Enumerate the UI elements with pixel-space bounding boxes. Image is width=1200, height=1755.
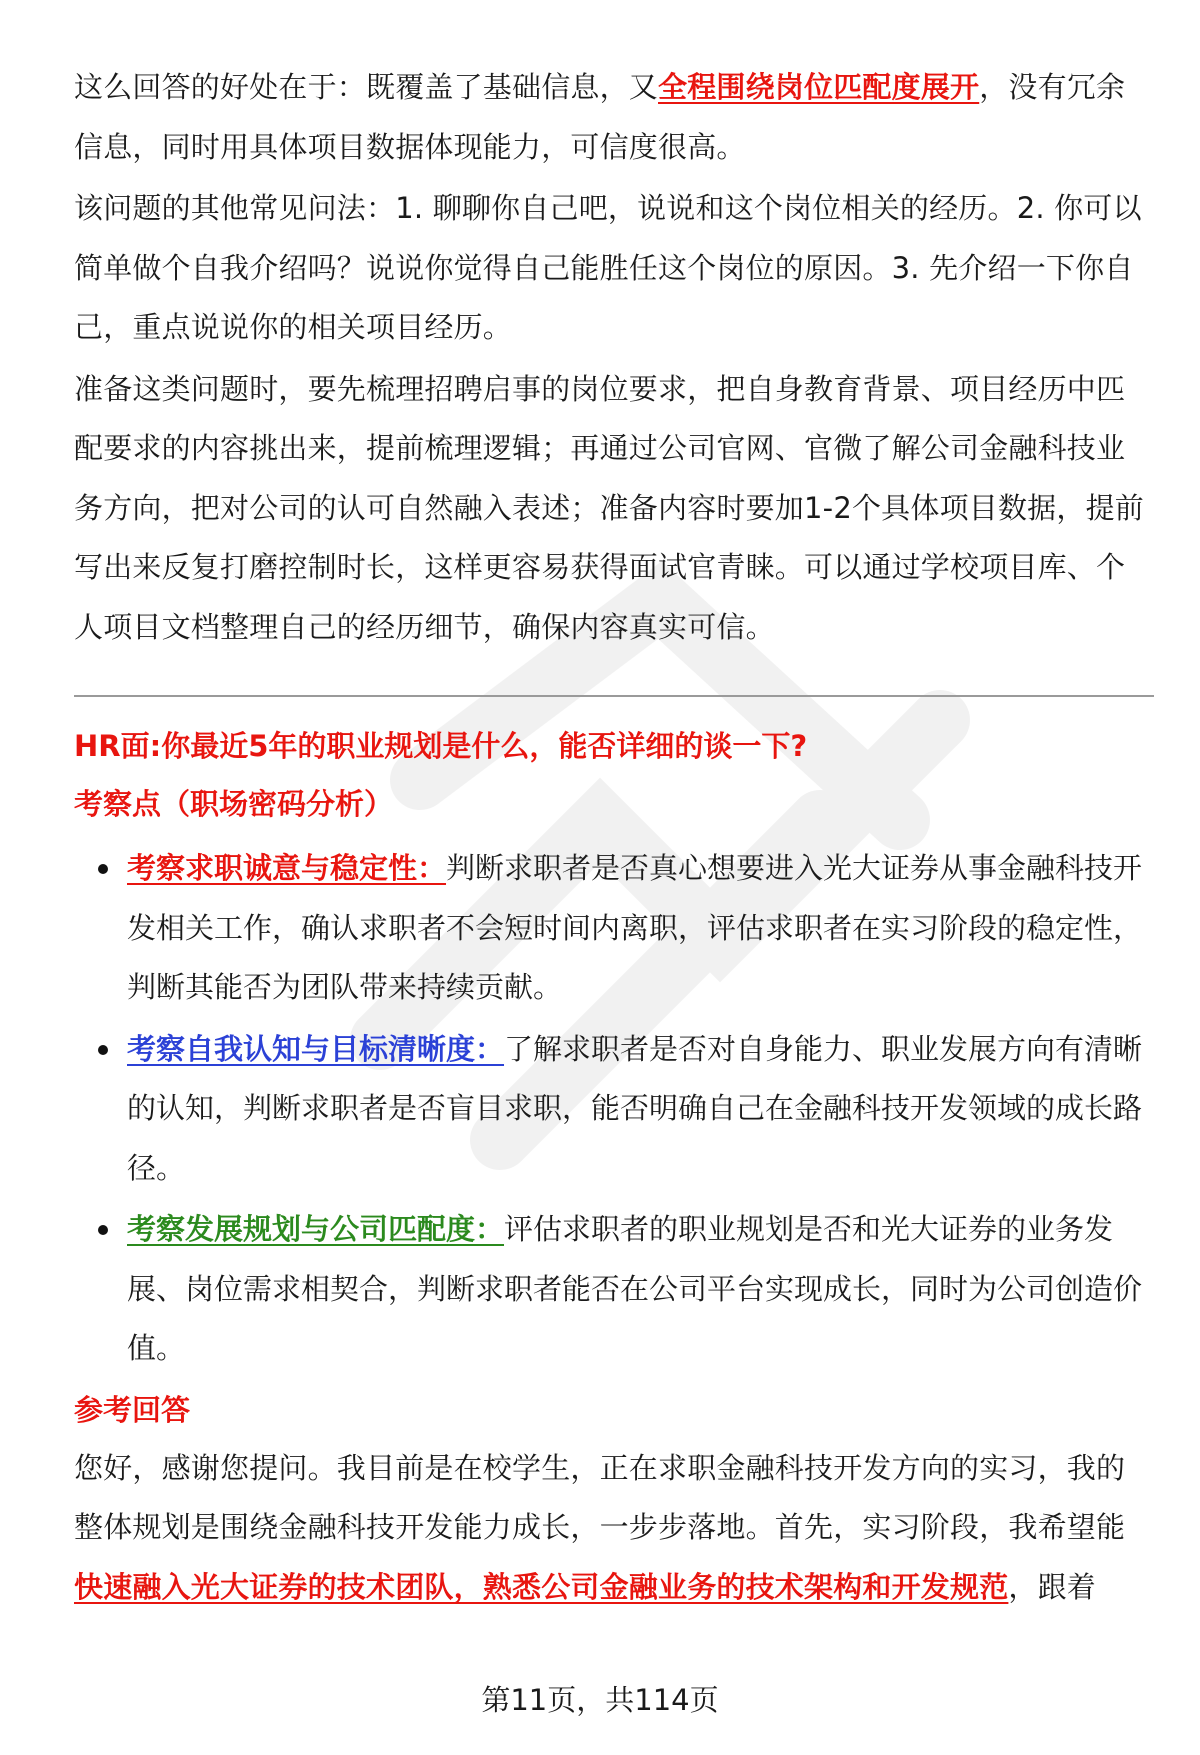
section-divider bbox=[74, 695, 1154, 697]
bullet-label: 考察求职诚意与稳定性： bbox=[127, 851, 447, 885]
analysis-heading: 考察点（职场密码分析） bbox=[74, 787, 394, 821]
paragraph-preparation-tips: 准备这类问题时，要先梳理招聘启事的岗位要求，把自身教育背景、项目经历中匹配要求的内容挑出来，提前梳理逻辑；再通过公司官网、官微了解公司金融科技业务方向，把对公司的认可自然融入表述；准备内容时要加1-2个具体项目数据，提前写出来反复打磨控制时长，这样更容易获得面试官青睐。可以通过学校项目库、个人项目文档整理自己的经历细节，确保内容真实可信。 bbox=[74, 371, 1144, 644]
bullet-label: 考察发展规划与公司匹配度： bbox=[127, 1212, 505, 1246]
text-run: ，没有冗余信息，同时用具体项目数据体现能力，可信度很高。 bbox=[74, 70, 1126, 164]
list-item bbox=[74, 839, 1154, 1018]
analysis-list bbox=[74, 839, 1154, 1379]
page-number-footer: 第11页，共114页 bbox=[481, 1683, 719, 1717]
text-run: 您好，感谢您提问。我目前是在校学生，正在求职金融科技开发方向的实习，我的整体规划是围绕金融科技开发能力成长，一步步落地。首先，实习阶段，我希望能 bbox=[74, 1450, 1126, 1544]
bullet-icon bbox=[98, 1225, 108, 1235]
reference-answer-heading: 参考回答 bbox=[74, 1392, 191, 1427]
bullet-icon bbox=[98, 1045, 108, 1055]
text-run: 这么回答的好处在于：既覆盖了基础信息，又 bbox=[74, 70, 659, 104]
text-run: ，跟着 bbox=[1008, 1569, 1097, 1604]
highlight-text: 全程围绕岗位匹配度展开 bbox=[658, 70, 980, 104]
paragraph-reference-answer bbox=[74, 1439, 1154, 1618]
bullet-icon bbox=[98, 864, 108, 874]
bullet-label: 考察自我认知与目标清晰度： bbox=[127, 1031, 505, 1066]
list-item bbox=[74, 1020, 1154, 1199]
list-item bbox=[74, 1200, 1154, 1379]
bullet-text: 判断求职者是否真心想要进入光大证券从事金融科技开发相关工作，确认求职者不会短时间内离职，评估求职者在实习阶段的稳定性，判断其能否为团队带来持续贡献。 bbox=[127, 851, 1143, 1004]
paragraph-other-phrasings: 该问题的其他常见问法：1. 聊聊你自己吧，说说和这个岗位相关的经历。2. 你可以简单做个自我介绍吗？说说你觉得自己能胜任这个岗位的原因。3. 先介绍一下你自己，重点说说你的相关项目经历。 bbox=[74, 191, 1142, 344]
bullet-text: 了解求职者是否对自身能力、职业发展方向有清晰的认知，判断求职者是否盲目求职，能否明确自己在金融科技开发领域的成长路径。 bbox=[127, 1031, 1143, 1185]
bullet-text: 评估求职者的职业规划是否和光大证券的业务发展、岗位需求相契合，判断求职者能否在公司平台实现成长，同时为公司创造价值。 bbox=[127, 1212, 1143, 1365]
document-page bbox=[74, 58, 1154, 1619]
question-heading: HR面:你最近5年的职业规划是什么，能否详细的谈一下? bbox=[74, 729, 808, 763]
highlight-text: 快速融入光大证券的技术团队，熟悉公司金融业务的技术架构和开发规范 bbox=[74, 1569, 1009, 1604]
paragraph-answer-benefit bbox=[74, 58, 1154, 177]
